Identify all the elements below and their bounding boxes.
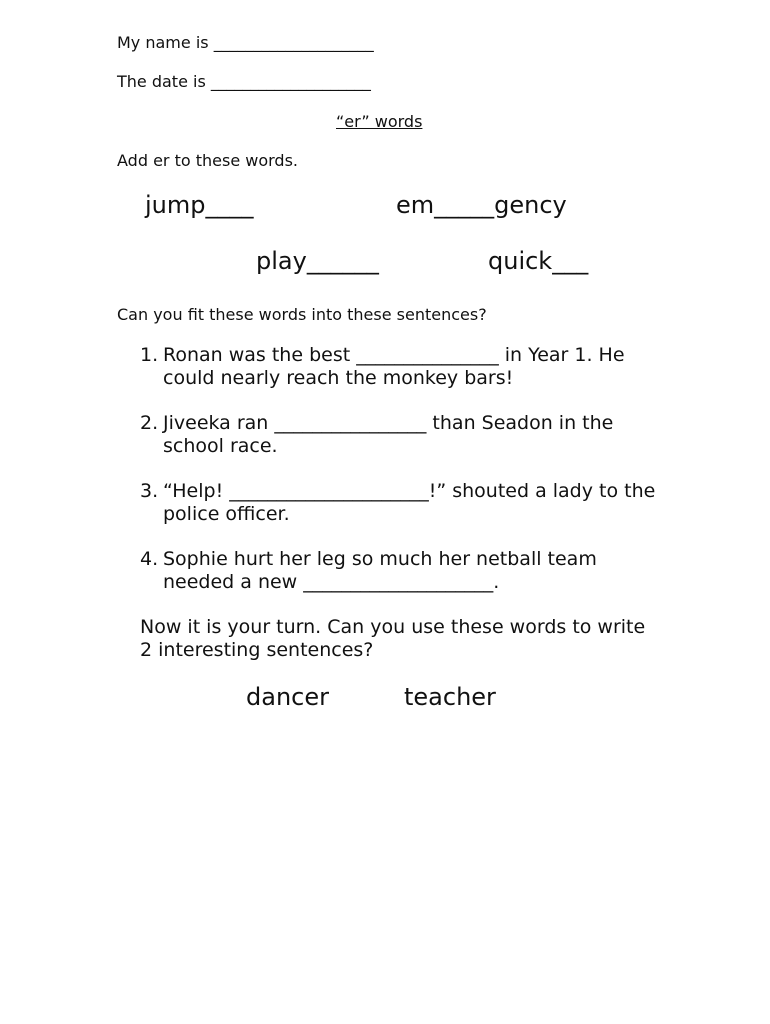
list-item-number: 2. xyxy=(140,412,159,434)
word-emergency: em_____gency xyxy=(396,191,567,219)
list-item-text: Sophie hurt her leg so much her netball team needed a new ____________________. xyxy=(163,548,597,593)
word-jump: jump____ xyxy=(145,191,254,219)
worksheet-title: “er” words xyxy=(336,112,423,131)
date-line: The date is ____________________ xyxy=(117,72,371,91)
list-item-number: 1. xyxy=(140,344,159,366)
word-quick: quick___ xyxy=(488,247,589,275)
add-er-instruction: Add er to these words. xyxy=(117,151,298,170)
list-item-text: Jiveeka ran ________________ than Seadon in the school race. xyxy=(163,412,614,457)
sentences-instruction: Can you fit these words into these sentences? xyxy=(117,305,487,324)
list-item-text: Ronan was the best _______________ in Year 1. He could nearly reach the monkey bars! xyxy=(163,344,625,389)
list-item-number: 3. xyxy=(140,480,159,502)
word-dancer: dancer xyxy=(246,683,329,711)
your-turn-instruction: Now it is your turn. Can you use these words to write 2 interesting sentences? xyxy=(140,616,646,661)
list-item-text: “Help! _____________________!” shouted a lady to the police officer. xyxy=(163,480,656,525)
word-teacher: teacher xyxy=(404,683,496,711)
name-line: My name is ____________________ xyxy=(117,33,374,52)
list-item-number: 4. xyxy=(140,548,159,570)
word-play: play______ xyxy=(256,247,379,275)
